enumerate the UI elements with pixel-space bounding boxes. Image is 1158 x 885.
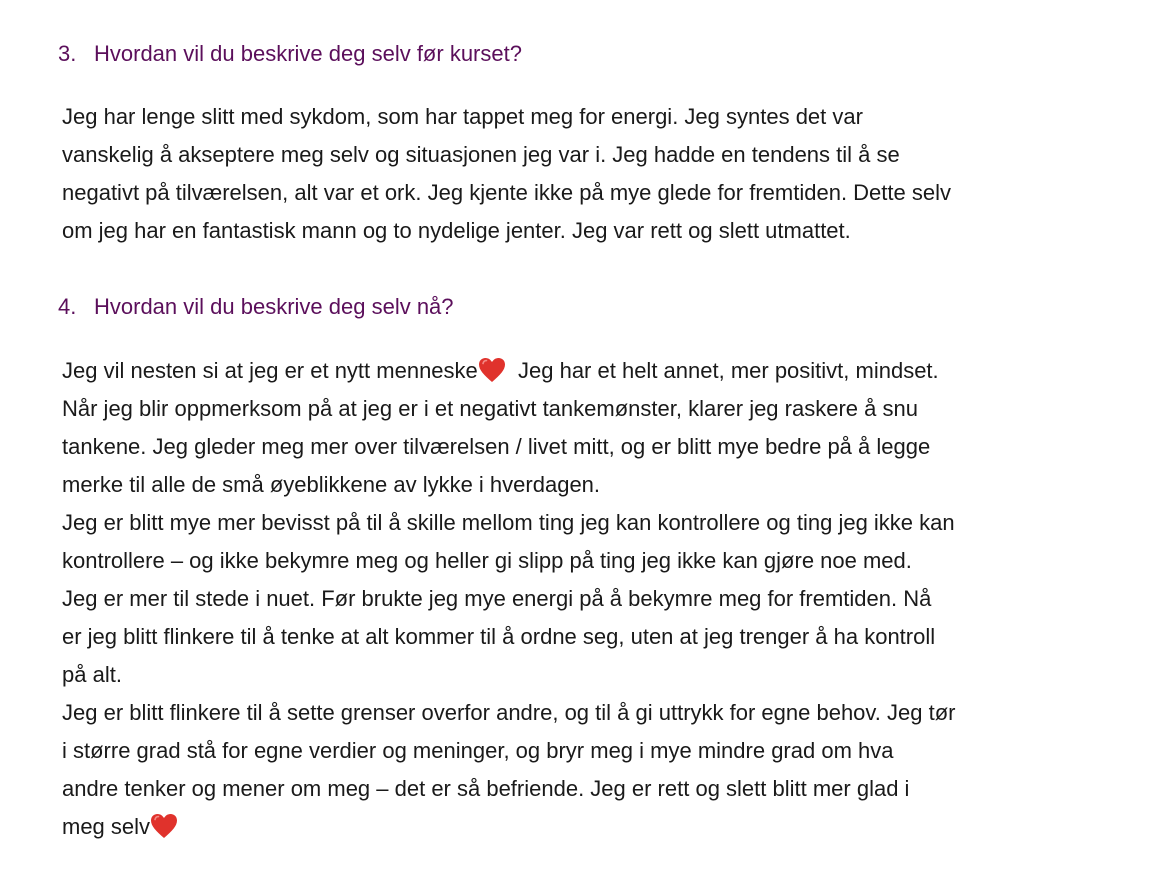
question-4-title: Hvordan vil du beskrive deg selv nå? xyxy=(94,294,454,319)
answer-text: meg selv xyxy=(62,814,151,839)
question-4-heading xyxy=(58,293,454,321)
answer-line: tankene. Jeg gleder meg mer over tilværelsen / livet mitt, og er blitt mye bedre på å legge xyxy=(62,434,931,459)
answer-line: Jeg er blitt mye mer bevisst på til å skille mellom ting jeg kan kontrollere og ting jeg ikke kan xyxy=(62,510,955,535)
question-3-number: 3. xyxy=(58,41,77,66)
answer-line: negativt på tilværelsen, alt var et ork. Jeg kjente ikke på mye glede for fremtiden. Dette selv xyxy=(62,180,951,205)
answer-line: i større grad stå for egne verdier og meninger, og bryr meg i mye mindre grad om hva xyxy=(62,738,894,763)
answer-line: Jeg er blitt flinkere til å sette grenser overfor andre, og til å gi uttrykk for egne behov. Jeg tør xyxy=(62,700,956,725)
answer-line: merke til alle de små øyeblikkene av lykke i hverdagen. xyxy=(62,472,601,497)
question-3-heading xyxy=(58,40,522,68)
question-3-answer xyxy=(62,98,951,250)
answer-line: er jeg blitt flinkere til å tenke at alt kommer til å ordne seg, uten at jeg trenger å ha kontroll xyxy=(62,624,936,649)
answer-line: Jeg har lenge slitt med sykdom, som har tappet meg for energi. Jeg syntes det var xyxy=(62,104,863,129)
answer-line: andre tenker og mener om meg – det er så befriende. Jeg er rett og slett blitt mer glad i xyxy=(62,776,910,801)
answer-line: Når jeg blir oppmerksom på at jeg er i et negativt tankemønster, klarer jeg raskere å snu xyxy=(62,396,918,421)
answer-line: vanskelig å akseptere meg selv og situasjonen jeg var i. Jeg hadde en tendens til å se xyxy=(62,142,900,167)
answer-line-last xyxy=(62,808,955,846)
question-3-title: Hvordan vil du beskrive deg selv før kurset? xyxy=(94,41,522,66)
red-heart-icon xyxy=(150,813,178,839)
answer-line-first xyxy=(62,352,955,390)
answer-line: kontrollere – og ikke bekymre meg og heller gi slipp på ting jeg ikke kan gjøre noe med. xyxy=(62,548,912,573)
red-heart-icon xyxy=(478,357,506,383)
answer-line: på alt. xyxy=(62,662,122,687)
answer-text: Jeg vil nesten si at jeg er et nytt menneske xyxy=(62,358,478,383)
answer-text: Jeg har et helt annet, mer positivt, mindset. xyxy=(505,358,939,383)
answer-line: om jeg har en fantastisk mann og to nydelige jenter. Jeg var rett og slett utmattet. xyxy=(62,218,851,243)
question-4-number: 4. xyxy=(58,294,77,319)
answer-line: Jeg er mer til stede i nuet. Før brukte jeg mye energi på å bekymre meg for fremtiden. Nå xyxy=(62,586,932,611)
question-4-answer xyxy=(62,352,955,846)
